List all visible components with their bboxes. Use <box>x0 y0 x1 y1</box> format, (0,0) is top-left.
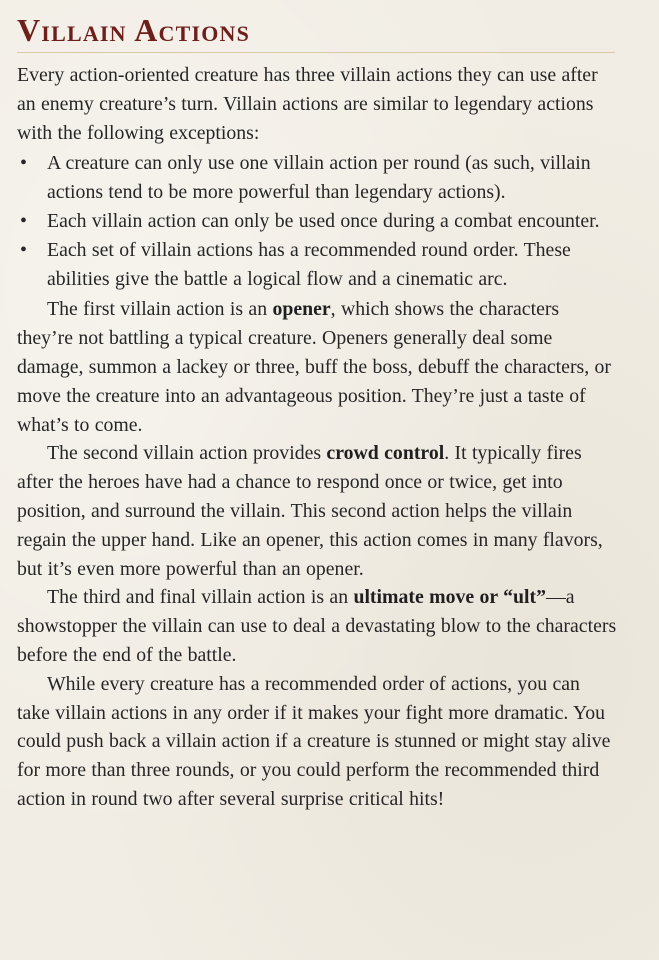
exceptions-list <box>17 149 617 293</box>
document-page <box>17 8 617 814</box>
paragraph-text: The third and final villain action is an <box>47 586 354 609</box>
paragraph-text: While every creature has a recommended order of actions, you can take villain actions in any order if it makes your fight more dramatic. You could push back a villain action if a creature is stunned or might stay alive for more than three rounds, or you could perform the recommended third action in round two after several surprise critical hits! <box>17 672 611 810</box>
paragraph-text: —a showstopper the villain can use to deal a devastating blow to the characters before the end of the battle. <box>17 586 617 666</box>
paragraph-text: The first villain action is an <box>47 298 273 321</box>
paragraph-text: The second villain action provides <box>47 442 327 465</box>
list-item-text: Each set of villain actions has a recommended round order. These abilities give the battle a logical flow and a cinematic arc. <box>47 238 571 290</box>
intro-paragraph: Every action-oriented creature has three villain actions they can use after an enemy creature’s turn. Villain actions are similar to legendary actions with the following exceptions: <box>17 64 598 144</box>
heading-divider <box>17 52 615 53</box>
paragraph-text: , which shows the characters they’re not battling a typical creature. Openers generally deal some damage, summon a lackey or three, buff the boss, debuff the characters, or move the creature into an advantageous position. They’re just a taste of what’s to come. <box>17 298 611 436</box>
list-item-text: A creature can only use one villain action per round (as such, villain actions tend to be more powerful than legendary actions). <box>47 152 591 204</box>
list-item-text: Each villain action can only be used once during a combat encounter. <box>47 209 600 232</box>
list-item <box>17 236 617 294</box>
bullet-icon: • <box>20 238 27 261</box>
order-paragraph <box>17 670 617 814</box>
crowd-control-paragraph <box>17 439 617 583</box>
ultimate-paragraph <box>17 583 617 669</box>
opener-paragraph <box>17 295 617 439</box>
term-opener: opener <box>272 298 331 321</box>
bullet-icon: • <box>20 209 27 232</box>
section-heading: Villain Actions <box>17 12 251 48</box>
list-item <box>17 149 617 207</box>
term-crowd-control: crowd control <box>326 442 445 465</box>
paragraph-text: . It typically fires after the heroes have had a chance to respond once or twice, get into position, and surround the villain. This second action helps the villain regain the upper hand. Like an opener, this action comes in many flavors, but it’s even more powerful than an opener. <box>17 442 603 580</box>
list-item <box>17 207 617 236</box>
bullet-icon: • <box>20 152 27 175</box>
term-ultimate-move: ultimate move or “ult” <box>353 586 547 609</box>
